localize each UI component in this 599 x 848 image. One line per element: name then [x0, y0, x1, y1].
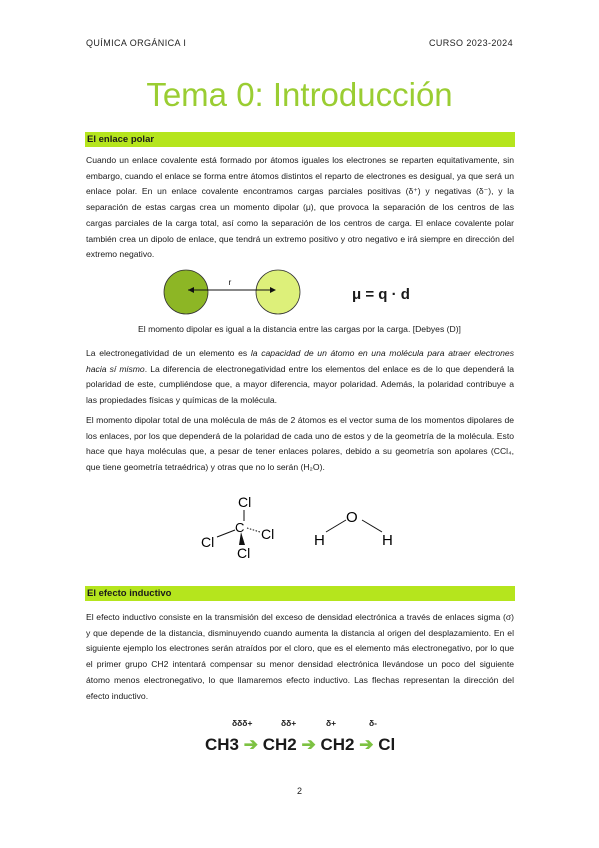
arrow-right-icon: ➔: [301, 735, 316, 754]
distance-label: r: [228, 278, 232, 287]
bond-c-cl-left: [217, 530, 235, 537]
ccl4-atom-c: C: [235, 520, 245, 535]
ccl4-atom-cl-right: Cl: [261, 526, 275, 542]
ccl4-atom-cl-bottom: Cl: [237, 545, 251, 561]
paragraph-momento-dipolar: El momento dipolar total de una molécula de más de 2 átomos es el vector suma de los momentos dipolares de los enlaces, por los que dependerá de la polaridad de cada uno de estos y de la geometría de la molécula. Esto hace que haya moléculas que, a pesar de tener enlaces polares, debido a su geometría son apolares (CCl₄, que tiene geometría tetraédrica) y otras que no lo serán (H₂O).: [86, 415, 514, 473]
bond-o-h-right: [362, 520, 382, 532]
group-ch2-second: CH2: [320, 735, 355, 754]
group-ch3: CH3: [205, 735, 240, 754]
atom-left: [164, 270, 208, 314]
ccl4-atom-cl-left: Cl: [201, 534, 215, 550]
paragraph-efecto-inductivo: El efecto inductivo consiste en la transmisión del exceso de densidad electrónica a través de enlaces sigma (σ) y que depende de la distancia, disminuyendo cuando aumenta la distancia al origen del desplazamiento. En el siguiente ejemplo los electrones serán atraídos por el cloro, que es el elemento más electronegativo, por lo que el primer grupo CH2 intentará compensar su menor densidad electrónica llevándose un poco del siguiente átomo menos electronegativo, lo que llamaremos efecto inductivo. Las flechas representan la dirección del efecto inductivo.: [86, 612, 514, 701]
paragraph-electronegatividad: La electronegatividad de un elemento es la capacidad de un átomo en una molécula para atraer electrones hacia sí mismo. La diferencia de electronegatividad entre los elementos del enlace es de lo que dependerá la polaridad de este, cumpliéndose que, a mayor diferencia, mayor polaridad. Además, la polaridad contribuye a las propiedades físicas y químicas de la molécula.: [86, 348, 515, 406]
header-course-name: QUÍMICA ORGÁNICA I: [86, 38, 187, 48]
bond-o-h-left: [326, 520, 346, 532]
dipole-formula: μ = q · d: [352, 286, 410, 303]
header-course-year: CURSO 2023-2024: [428, 38, 513, 48]
dipole-diagram: [160, 262, 310, 318]
delta-label-1: δδδ+: [232, 718, 253, 728]
page-number: 2: [296, 786, 302, 796]
section-heading-enlace-polar: El enlace polar: [85, 132, 515, 147]
group-cl: Cl: [378, 735, 396, 754]
atom-right: [256, 270, 300, 314]
arrow-right-icon: ➔: [359, 735, 374, 754]
delta-label-4: δ-: [369, 718, 377, 728]
delta-label-2: δδ+: [281, 718, 297, 728]
bond-c-cl-right: [247, 528, 260, 532]
section-heading-efecto-inductivo: El efecto inductivo: [85, 586, 515, 601]
ccl4-structure: [195, 492, 295, 564]
paragraph-enlace-polar: Cuando un enlace covalente está formado por átomos iguales los electrones se reparten equitativamente, sin embargo, cuando el enlace se forma entre átomos distintos el reparto de electrones es desigual, ya que será un enlace polar. En un enlace covalente encontramos cargas parciales positivas (δ⁺) y negativas (δ⁻), y la separación de estas cargas crea un momento dipolar (μ), que provoca la separación de los centros de las cargas parciales de la carga total, así como la separación de los centros de carga. El enlace covalente polar también crea un dipolo de enlace, que tendrá un extremo positivo y otro negativo e irá siempre en dirección del extremo negativo.: [86, 155, 514, 260]
group-ch2-first: CH2: [262, 735, 297, 754]
dipole-caption: El momento dipolar es igual a la distancia entre las cargas por la carga. [Debyes (D)]: [138, 324, 461, 334]
water-atom-h-left: H: [314, 532, 325, 549]
water-structure: [312, 502, 402, 550]
page-title: Tema 0: Introducción: [146, 76, 453, 113]
delta-label-3: δ+: [326, 718, 337, 728]
water-atom-h-right: H: [382, 532, 393, 549]
water-atom-o: O: [346, 509, 358, 526]
inductive-chain: [205, 735, 395, 755]
ccl4-atom-cl-top: Cl: [238, 494, 252, 510]
arrow-right-icon: ➔: [243, 735, 258, 754]
